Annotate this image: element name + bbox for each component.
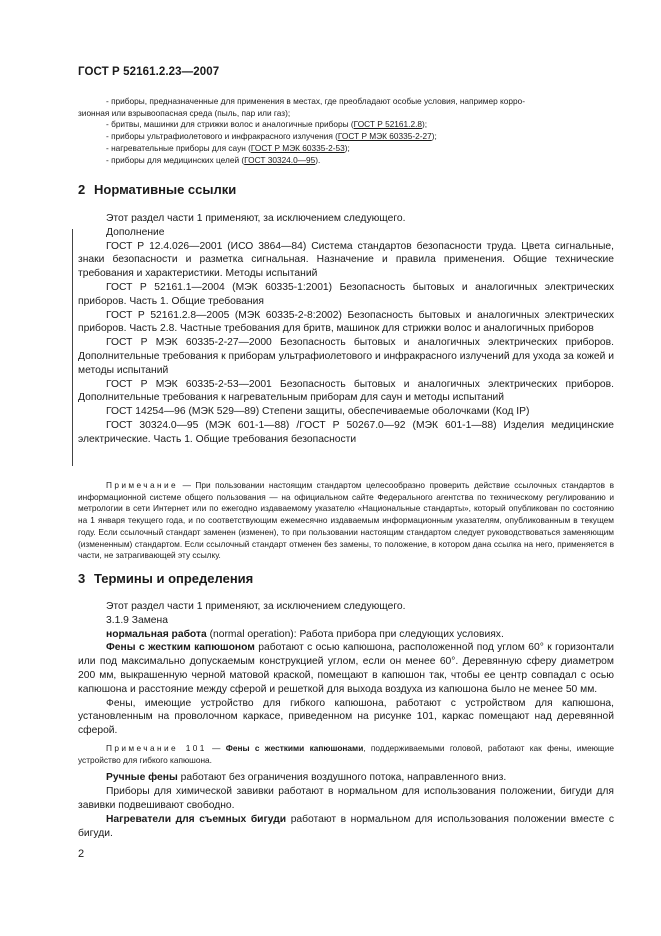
normative-reference: ГОСТ Р МЭК 60335-2-27—2000 Безопасность бытовых и аналогичных электрических приборов. Дополнительные требования к приборам ультрафиолетового и инфракрасного излучений для ухода за кожей и методы испытаний [78, 337, 614, 376]
normative-reference: ГОСТ Р 52161.2.8—2005 (МЭК 60335-2-8:2002) Безопасность бытовых и аналогичных электрических приборов. Часть 2.8. Частные требования для бритв, машинок для стрижки волос и аналогичных приборов [78, 309, 614, 335]
standard-reference-link[interactable]: ГОСТ 30324.0—95 [244, 154, 316, 165]
list-item: - приборы, предназначенные для применения в местах, где преобладают особые условия, например корро- зионная или взрывоопасная среда (пыль, пар или газ); [78, 96, 525, 118]
definition-paragraph: Приборы для химической завивки работают в нормальном для использования положении, бигуди для завивки подвешивают свободно. [78, 786, 614, 811]
section-3-heading: 3 Термины и определения [78, 571, 254, 586]
normative-reference: ГОСТ Р МЭК 60335-2-53—2001 Безопасность бытовых и аналогичных электрических приборов. Дополнительные требования к нагревательным приборам для саун и методы испытаний [78, 378, 614, 404]
definition-paragraph: Ручные фены работают без ограничения воздушного потока, направленного вниз. [106, 772, 507, 784]
note-label: Примечание [106, 480, 179, 490]
addition-label: Дополнение [106, 226, 165, 238]
clause-number: 3.1.9 Замена [106, 614, 168, 626]
term-definition: нормальная работа (normal operation): Работа прибора при следующих условиях. [106, 628, 504, 640]
note-text: — При пользовании настоящим стандартом целесообразно проверить действие ссылочных стандартов в информационной системе общего пользования — на официальном сайте Федерального агентства по техническому регулированию и метрологии в сети Интернет или по ежегодно издаваемому указателю «Национальные стандарты», который опубликован по состоянию на 1 января текущего года, и по соответствующим ежемесячно издаваемым информационным указателям, опубликованным в текущем году. Если ссылочный стандарт заменен (изменен), то при пользовании настоящим стандартом следует руководствоваться заменяющим (измененным) стандартом. Если ссылочный стандарт отменен без замены, то положение, в котором дана ссылка на него, применяется в части, не затрагивающей эту ссылку. [78, 480, 614, 561]
list-item: - приборы для медицинских целей (ГОСТ 30324.0—95). [106, 154, 321, 165]
section-2-note [78, 480, 614, 562]
term: нормальная работа [106, 628, 207, 640]
section-2-heading: 2 Нормативные ссылки [78, 182, 237, 197]
definition-paragraph: Фены, имеющие устройство для гибкого капюшона, работают с устройством для капюшона, установленным на проволочном каркасе, приведенном на рисунке 101, каркас помещают над деревянной сферой. [78, 697, 614, 737]
definition-paragraph: Фены с жестким капюшоном работают с осью капюшона, расположенной под углом 60° к горизонтали или под максимально допускаемым конструкцией углом, если он менее 60°. Деревянную сферу диаметром 200 мм, выкрашенную черной матовой краской, помещают в капюшон так, чтобы ее центр совпадал с осью капюшона и расстояние между сферой и решеткой для выхода воздуха из капюшона было не менее 50 мм. [78, 642, 614, 695]
standard-reference-link[interactable]: ГОСТ Р МЭК 60335-2-27 [337, 131, 432, 142]
list-item: - приборы ультрафиолетового и инфракрасного излучения (ГОСТ Р МЭК 60335-2-27); [106, 131, 437, 142]
document-header: ГОСТ Р 52161.2.23—2007 [78, 66, 220, 78]
page-number: 2 [78, 848, 85, 860]
scope-exclusions-list [78, 96, 614, 166]
list-item: - нагревательные приборы для саун (ГОСТ Р МЭК 60335-2-53); [106, 142, 350, 153]
list-item: - бритвы, машинки для стрижки волос и аналогичные приборы (ГОСТ Р 52161.2.8); [106, 119, 428, 130]
standard-reference-link[interactable]: ГОСТ Р 52161.2.8 [353, 119, 422, 130]
section-intro: Этот раздел части 1 применяют, за исключением следующего. [106, 601, 406, 612]
normative-reference: ГОСТ Р 52161.1—2004 (МЭК 60335-1:2001) Безопасность бытовых и аналогичных электрических приборов. Часть 1. Общие требования [78, 281, 614, 307]
section-2-body [78, 212, 614, 447]
normative-reference: ГОСТ 30324.0—95 (МЭК 601-1—88) /ГОСТ Р 50267.0—92 (МЭК 601-1—88) Изделия медицинские электрические. Часть 1. Общие требования безопасности [78, 419, 614, 445]
section-intro: Этот раздел части 1 применяют, за исключением следующего. [106, 213, 406, 224]
normative-reference: ГОСТ Р 12.4.026—2001 (ИСО 3864—84) Система стандартов безопасности труда. Цвета сигнальные, знаки безопасности и разметка сигнальная. Назначение и правила применения. Общие технические требования и характеристики. Методы испытаний [78, 240, 614, 280]
normative-reference: ГОСТ 14254—96 (МЭК 529—89) Степени защиты, обеспечиваемые оболочками (Код IP) [106, 406, 530, 418]
standard-reference-link[interactable]: ГОСТ Р МЭК 60335-2-53 [250, 142, 345, 153]
change-marker-bar [72, 229, 73, 466]
note-101: Примечание 101 — Фены с жесткими капюшонами, поддерживаемыми головой, работают как фены, имеющие устройство для гибкого капюшона. [78, 742, 614, 765]
section-3-body [78, 600, 614, 840]
definition-paragraph: Нагреватели для съемных бигуди работают в нормальном для использования положении вместе с бигуди. [78, 813, 615, 839]
